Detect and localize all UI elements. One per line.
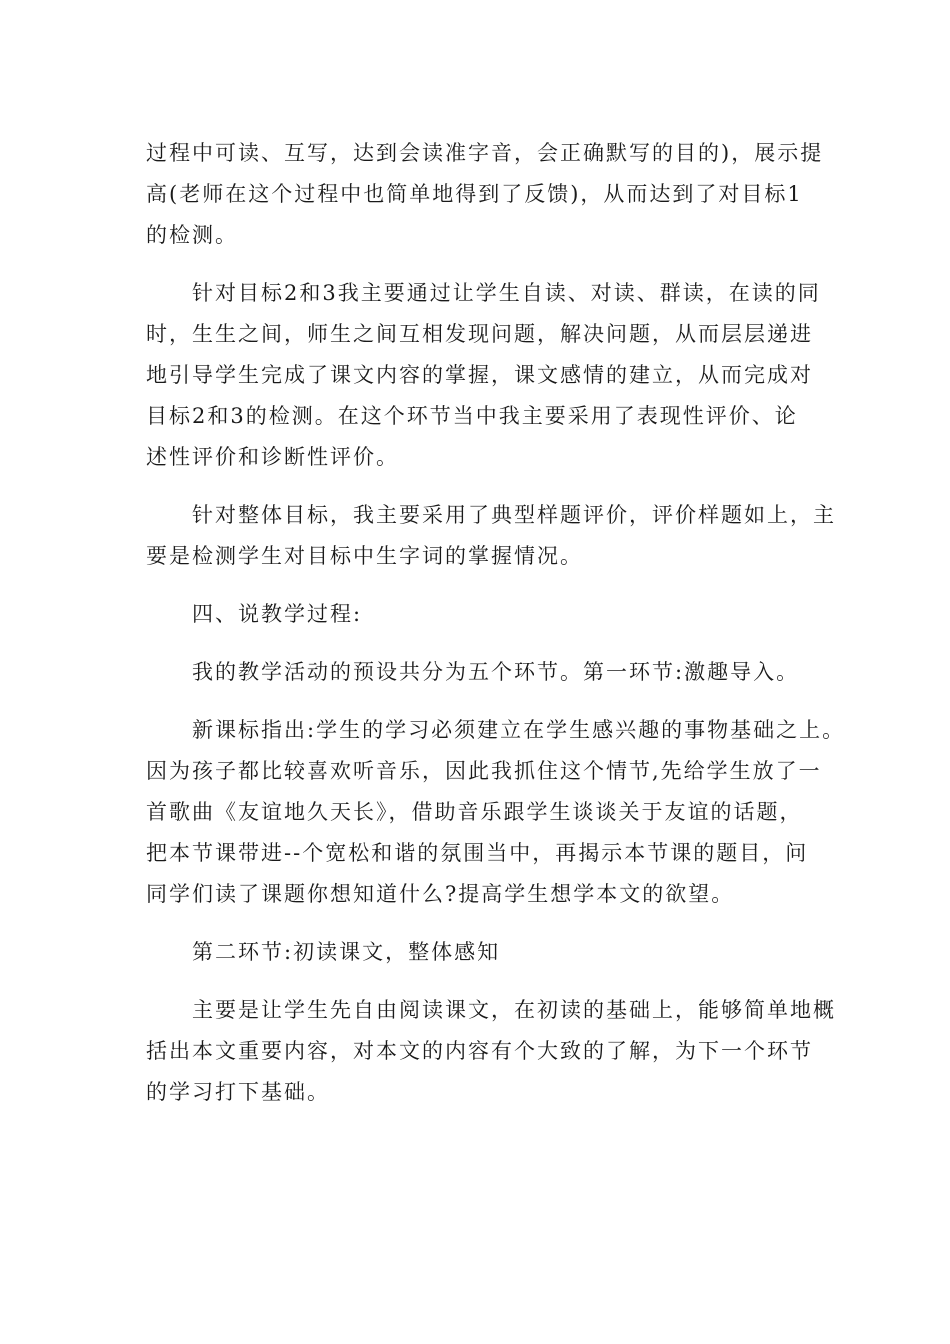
paragraph-goal1-summary xyxy=(146,133,824,256)
text-line: 过程中可读、互写，达到会读准字音，会正确默写的目的)，展示提 xyxy=(146,141,824,165)
text-line: 我的教学活动的预设共分为五个环节。第一环节:激趣导入。 xyxy=(146,660,800,684)
text-line: 同学们读了课题你想知道什么?提高学生想学本文的欲望。 xyxy=(146,882,735,906)
text-line: 针对整体目标，我主要采用了典型样题评价，评价样题如上，主 xyxy=(146,503,836,527)
text-line: 高(老师在这个过程中也简单地得到了反馈)，从而达到了对目标1 xyxy=(146,182,803,206)
text-line: 的学习打下基础。 xyxy=(146,1080,330,1104)
paragraph-five-stages xyxy=(146,652,810,693)
text-line: 括出本文重要内容，对本文的内容有个大致的了解，为下一个环节 xyxy=(146,1039,813,1063)
paragraph-stage1-intro xyxy=(146,710,846,915)
text-line: 主要是让学生先自由阅读课文，在初读的基础上，能够简单地概 xyxy=(146,998,836,1022)
text-line: 时，生生之间，师生之间互相发现问题，解决问题，从而层层递进 xyxy=(146,322,813,346)
text-line: 目标2和3的检测。在这个环节当中我主要采用了表现性评价、论 xyxy=(146,404,798,428)
section-heading-stage2 xyxy=(146,932,810,973)
text-line: 的检测。 xyxy=(146,223,238,247)
text-line: 针对目标2和3我主要通过让学生自读、对读、群读，在读的同 xyxy=(146,281,821,305)
paragraph-goal2-3 xyxy=(146,273,821,478)
text-line: 把本节课带进--个宽松和谐的氛围当中，再揭示本节课的题目，问 xyxy=(146,841,809,865)
text-line: 要是检测学生对目标中生字词的掌握情况。 xyxy=(146,544,583,568)
text-line: 四、说教学过程: xyxy=(146,602,363,626)
text-line: 新课标指出:学生的学习必须建立在学生感兴趣的事物基础之上。 xyxy=(146,718,846,742)
text-line: 首歌曲《友谊地久天长》，借助音乐跟学生谈谈关于友谊的话题， xyxy=(146,800,803,824)
document-body xyxy=(146,133,846,1119)
text-line: 第二环节:初读课文，整体感知 xyxy=(146,940,501,964)
section-heading-teaching-process xyxy=(146,594,810,635)
text-line: 地引导学生完成了课文内容的掌握，课文感情的建立，从而完成对 xyxy=(146,363,813,387)
paragraph-overall-goal xyxy=(146,495,836,577)
paragraph-stage2 xyxy=(146,990,836,1113)
text-line: 因为孩子都比较喜欢听音乐，因此我抓住这个情节,先给学生放了一 xyxy=(146,759,822,783)
text-line: 述性评价和诊断性评价。 xyxy=(146,445,399,469)
